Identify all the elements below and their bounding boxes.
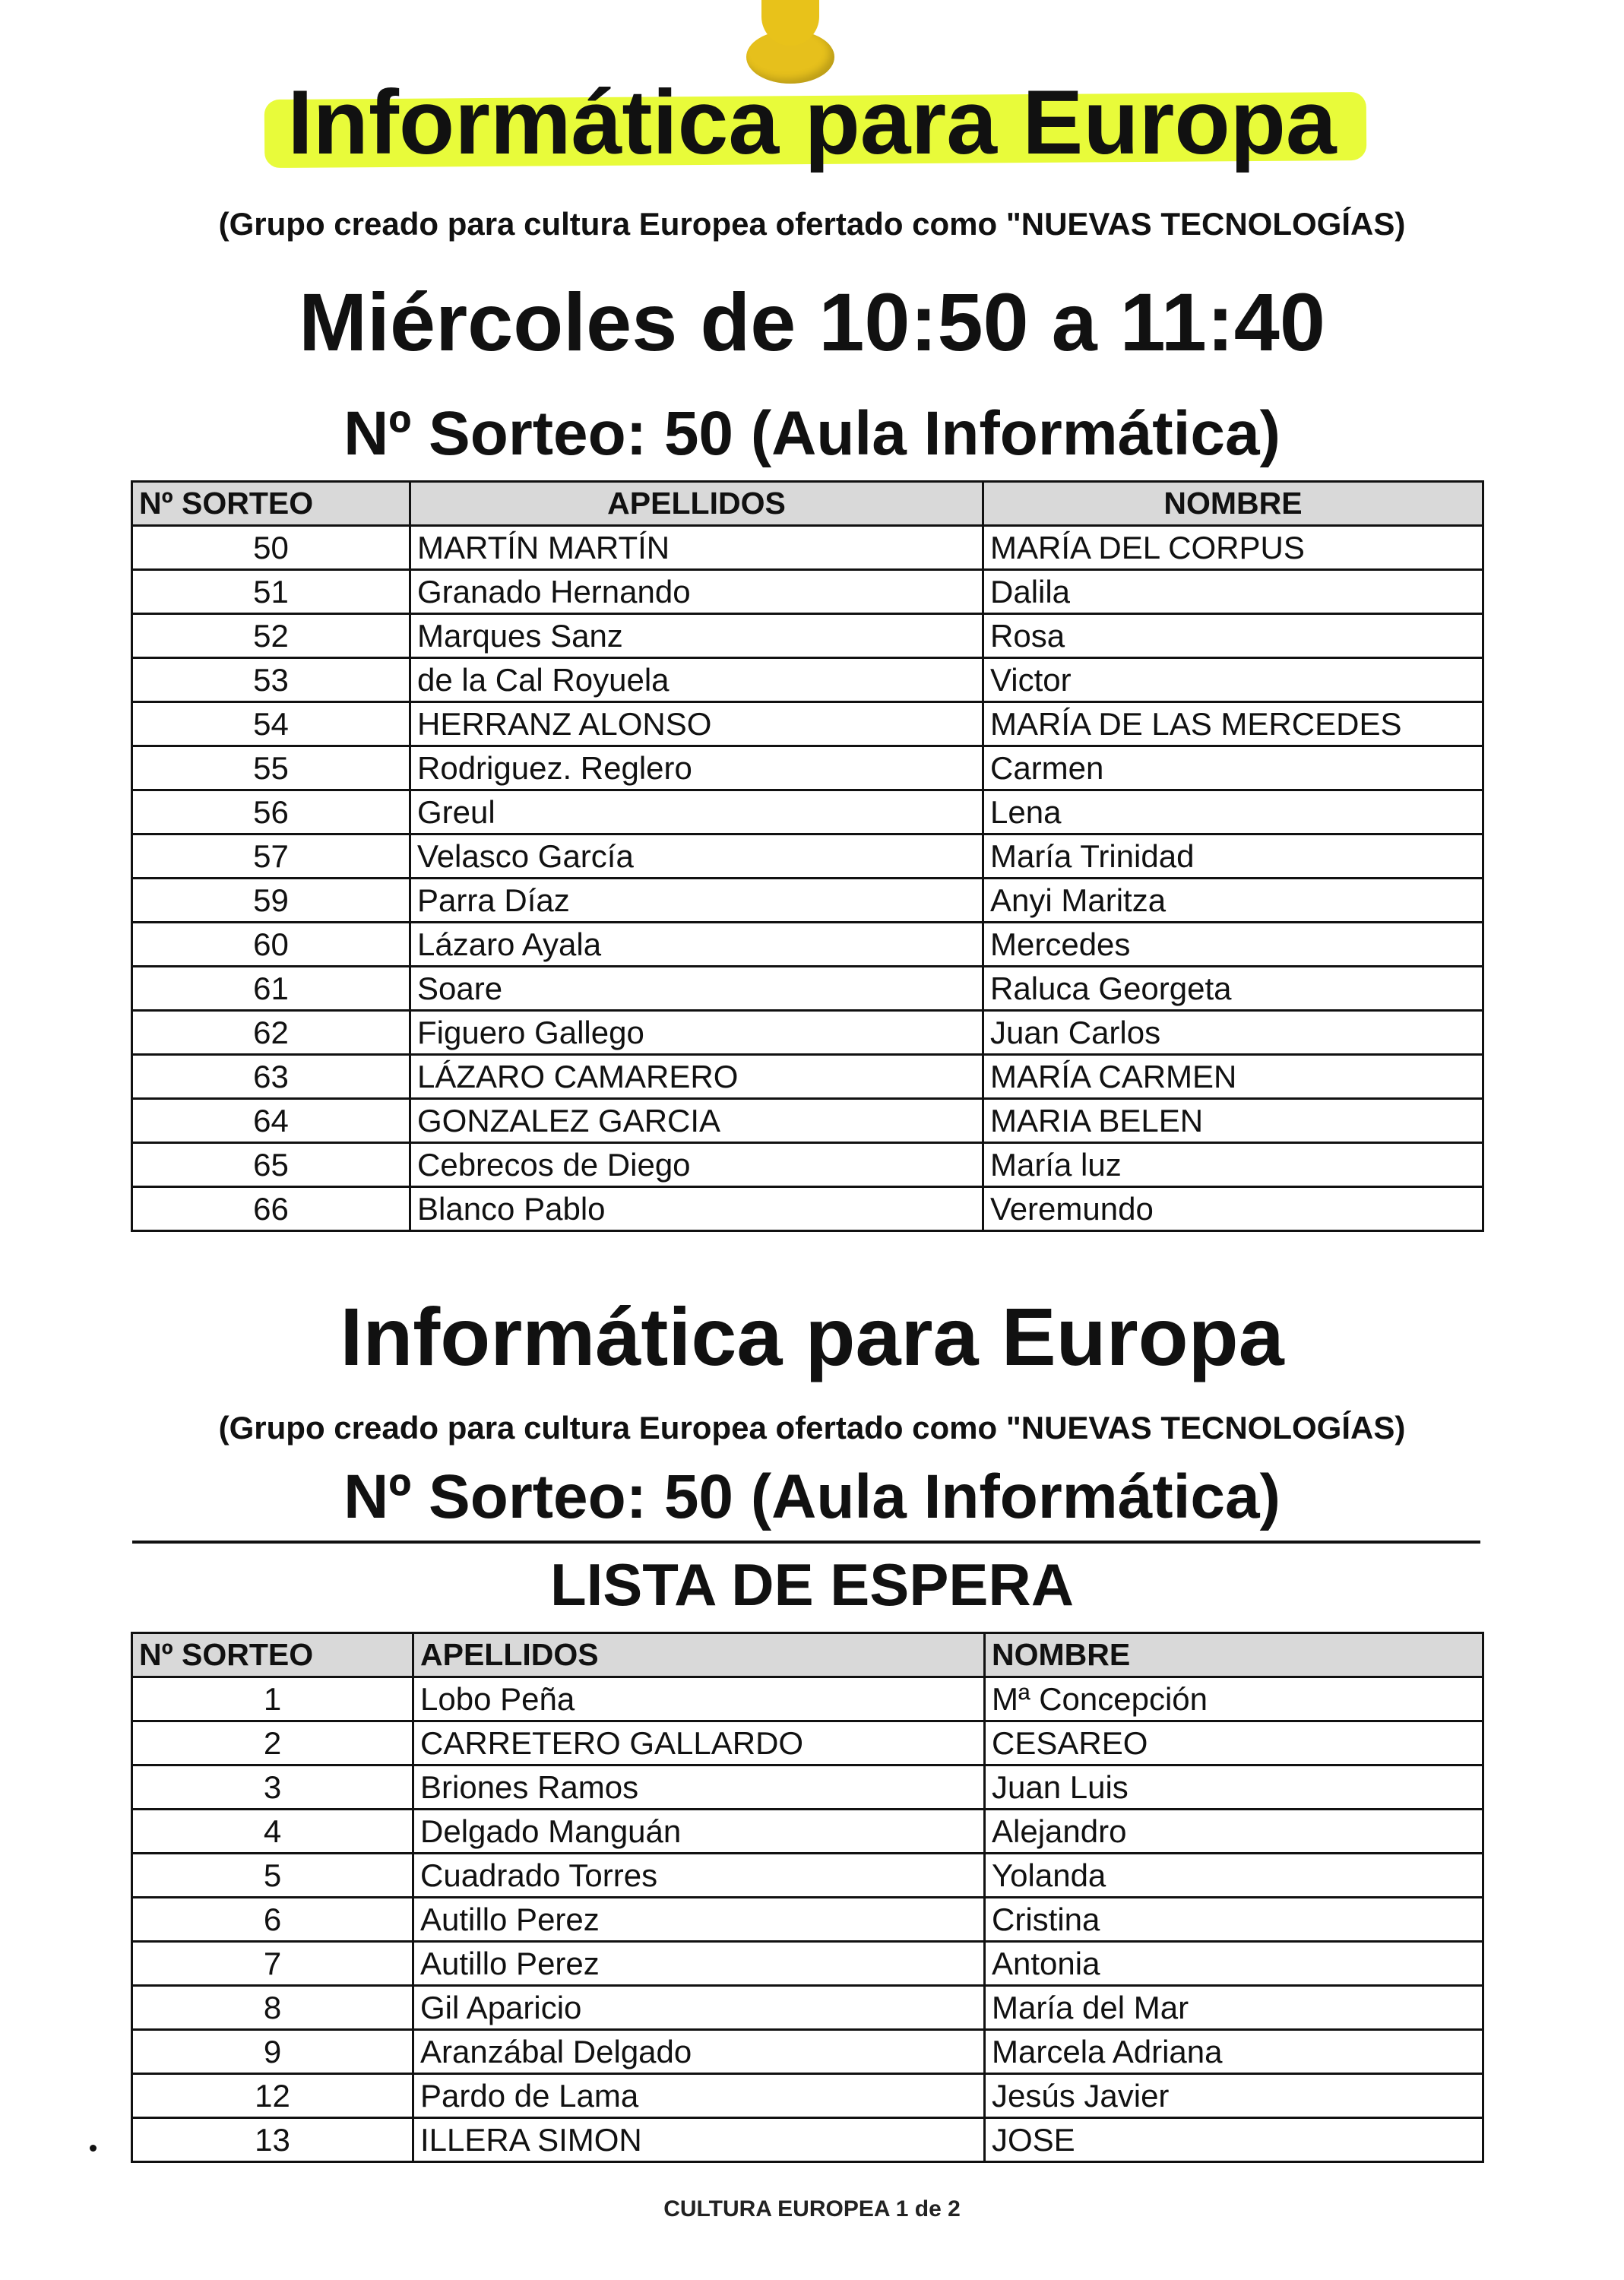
- table-row: [132, 526, 1483, 570]
- cell-apellidos: ILLERA SIMON: [413, 2118, 985, 2162]
- header-nombre: NOMBRE: [985, 1633, 1483, 1677]
- cell-nombre: Juan Luis: [985, 1765, 1483, 1810]
- cell-apellidos: CARRETERO GALLARDO: [413, 1721, 985, 1765]
- header-apellidos: APELLIDOS: [413, 1633, 985, 1677]
- cell-num: 4: [132, 1810, 413, 1854]
- section2-subtitle: (Grupo creado para cultura Europea ofertado como "NUEVAS TECNOLOGÍAS): [218, 1410, 1406, 1446]
- cell-num: 57: [132, 834, 410, 879]
- cell-nombre: Anyi Maritza: [983, 879, 1483, 923]
- cell-nombre: Veremundo: [983, 1187, 1483, 1231]
- table-row: [132, 1942, 1483, 1986]
- table-row: [132, 1677, 1483, 1721]
- cell-nombre: Raluca Georgeta: [983, 967, 1483, 1011]
- header-nombre: NOMBRE: [983, 482, 1483, 526]
- cell-nombre: MARÍA DEL CORPUS: [983, 526, 1483, 570]
- cell-nombre: María del Mar: [985, 1986, 1483, 2030]
- cell-num: 60: [132, 923, 410, 967]
- cell-apellidos: Briones Ramos: [413, 1765, 985, 1810]
- table-row: [132, 967, 1483, 1011]
- section2-title: Informática para Europa: [340, 1290, 1284, 1382]
- schedule-heading: Miércoles de 10:50 a 11:40: [299, 276, 1325, 368]
- table-row: [132, 1143, 1483, 1187]
- cell-num: 55: [132, 746, 410, 790]
- cell-num: 59: [132, 879, 410, 923]
- section1-subtitle: (Grupo creado para cultura Europea ofertado como "NUEVAS TECNOLOGÍAS): [218, 206, 1406, 242]
- cell-apellidos: Autillo Perez: [413, 1898, 985, 1942]
- cell-num: 64: [132, 1099, 410, 1143]
- divider: [132, 1541, 1480, 1544]
- section2-sorteo-heading: Nº Sorteo: 50 (Aula Informática): [343, 1462, 1281, 1531]
- table-row: [132, 1187, 1483, 1231]
- cell-apellidos: Aranzábal Delgado: [413, 2030, 985, 2074]
- cell-num: 61: [132, 967, 410, 1011]
- cell-nombre: Victor: [983, 658, 1483, 702]
- cell-apellidos: Granado Hernando: [410, 570, 983, 614]
- cell-apellidos: Pardo de Lama: [413, 2074, 985, 2118]
- cell-nombre: Carmen: [983, 746, 1483, 790]
- table-row: [132, 790, 1483, 834]
- cell-nombre: MARÍA CARMEN: [983, 1055, 1483, 1099]
- table-row: [132, 923, 1483, 967]
- cell-apellidos: Parra Díaz: [410, 879, 983, 923]
- cell-num: 6: [132, 1898, 413, 1942]
- cell-nombre: Juan Carlos: [983, 1011, 1483, 1055]
- cell-nombre: Jesús Javier: [985, 2074, 1483, 2118]
- cell-nombre: Mª Concepción: [985, 1677, 1483, 1721]
- cell-apellidos: Lázaro Ayala: [410, 923, 983, 967]
- cell-num: 9: [132, 2030, 413, 2074]
- cell-num: 53: [132, 658, 410, 702]
- cell-nombre: Rosa: [983, 614, 1483, 658]
- cell-apellidos: Cuadrado Torres: [413, 1854, 985, 1898]
- table-row: [132, 570, 1483, 614]
- section1-title-wrap: [0, 73, 1624, 172]
- cell-nombre: JOSE: [985, 2118, 1483, 2162]
- cell-nombre: Mercedes: [983, 923, 1483, 967]
- cell-nombre: Cristina: [985, 1898, 1483, 1942]
- cell-apellidos: Greul: [410, 790, 983, 834]
- table-row: [132, 2074, 1483, 2118]
- cell-apellidos: Rodriguez. Reglero: [410, 746, 983, 790]
- cell-num: 66: [132, 1187, 410, 1231]
- cell-apellidos: MARTÍN MARTÍN: [410, 526, 983, 570]
- cell-num: 65: [132, 1143, 410, 1187]
- header-apellidos: APELLIDOS: [410, 482, 983, 526]
- table-row: [132, 1810, 1483, 1854]
- cell-nombre: Alejandro: [985, 1810, 1483, 1854]
- table-row: [132, 1721, 1483, 1765]
- cell-nombre: Dalila: [983, 570, 1483, 614]
- cell-nombre: Yolanda: [985, 1854, 1483, 1898]
- cell-apellidos: LÁZARO CAMARERO: [410, 1055, 983, 1099]
- cell-apellidos: de la Cal Royuela: [410, 658, 983, 702]
- cell-num: 50: [132, 526, 410, 570]
- cell-nombre: MARIA BELEN: [983, 1099, 1483, 1143]
- cell-apellidos: Delgado Manguán: [413, 1810, 985, 1854]
- table-row: [132, 1099, 1483, 1143]
- cell-apellidos: Marques Sanz: [410, 614, 983, 658]
- table-row: [132, 702, 1483, 746]
- table-header-row: [132, 1633, 1483, 1677]
- cell-num: 52: [132, 614, 410, 658]
- cell-nombre: María luz: [983, 1143, 1483, 1187]
- cell-num: 63: [132, 1055, 410, 1099]
- table-row: [132, 1011, 1483, 1055]
- cell-num: 1: [132, 1677, 413, 1721]
- cell-apellidos: Blanco Pablo: [410, 1187, 983, 1231]
- header-num: Nº SORTEO: [132, 482, 410, 526]
- page-footer: CULTURA EUROPEA 1 de 2: [663, 2196, 961, 2221]
- table-row: [132, 2030, 1483, 2074]
- participants-table: [131, 480, 1484, 1232]
- table-row: [132, 879, 1483, 923]
- cell-apellidos: Cebrecos de Diego: [410, 1143, 983, 1187]
- cell-num: 5: [132, 1854, 413, 1898]
- header-num: Nº SORTEO: [132, 1633, 413, 1677]
- cell-nombre: Marcela Adriana: [985, 2030, 1483, 2074]
- cell-num: 51: [132, 570, 410, 614]
- cell-nombre: MARÍA DE LAS MERCEDES: [983, 702, 1483, 746]
- cell-nombre: María Trinidad: [983, 834, 1483, 879]
- waiting-list-table: [131, 1632, 1484, 2163]
- cell-apellidos: Autillo Perez: [413, 1942, 985, 1986]
- table-row: [132, 1765, 1483, 1810]
- ink-dot: [90, 2145, 97, 2152]
- cell-num: 13: [132, 2118, 413, 2162]
- cell-num: 3: [132, 1765, 413, 1810]
- cell-apellidos: Figuero Gallego: [410, 1011, 983, 1055]
- cell-nombre: CESAREO: [985, 1721, 1483, 1765]
- table-row: [132, 1986, 1483, 2030]
- cell-nombre: Antonia: [985, 1942, 1483, 1986]
- cell-num: 56: [132, 790, 410, 834]
- table-row: [132, 2118, 1483, 2162]
- cell-apellidos: GONZALEZ GARCIA: [410, 1099, 983, 1143]
- waiting-list-heading: LISTA DE ESPERA: [549, 1551, 1075, 1618]
- cell-apellidos: Soare: [410, 967, 983, 1011]
- cell-apellidos: Lobo Peña: [413, 1677, 985, 1721]
- cell-num: 7: [132, 1942, 413, 1986]
- table-row: [132, 1898, 1483, 1942]
- cell-apellidos: HERRANZ ALONSO: [410, 702, 983, 746]
- table-row: [132, 614, 1483, 658]
- cell-num: 8: [132, 1986, 413, 2030]
- table-row: [132, 746, 1483, 790]
- section1-title: Informática para Europa: [272, 73, 1351, 172]
- table-header-row: [132, 482, 1483, 526]
- cell-num: 2: [132, 1721, 413, 1765]
- cell-apellidos: Velasco García: [410, 834, 983, 879]
- cell-apellidos: Gil Aparicio: [413, 1986, 985, 2030]
- cell-num: 54: [132, 702, 410, 746]
- cell-nombre: Lena: [983, 790, 1483, 834]
- section1-sorteo-heading: Nº Sorteo: 50 (Aula Informática): [343, 399, 1281, 468]
- table-row: [132, 834, 1483, 879]
- table-row: [132, 658, 1483, 702]
- cell-num: 12: [132, 2074, 413, 2118]
- table-row: [132, 1055, 1483, 1099]
- table-row: [132, 1854, 1483, 1898]
- cell-num: 62: [132, 1011, 410, 1055]
